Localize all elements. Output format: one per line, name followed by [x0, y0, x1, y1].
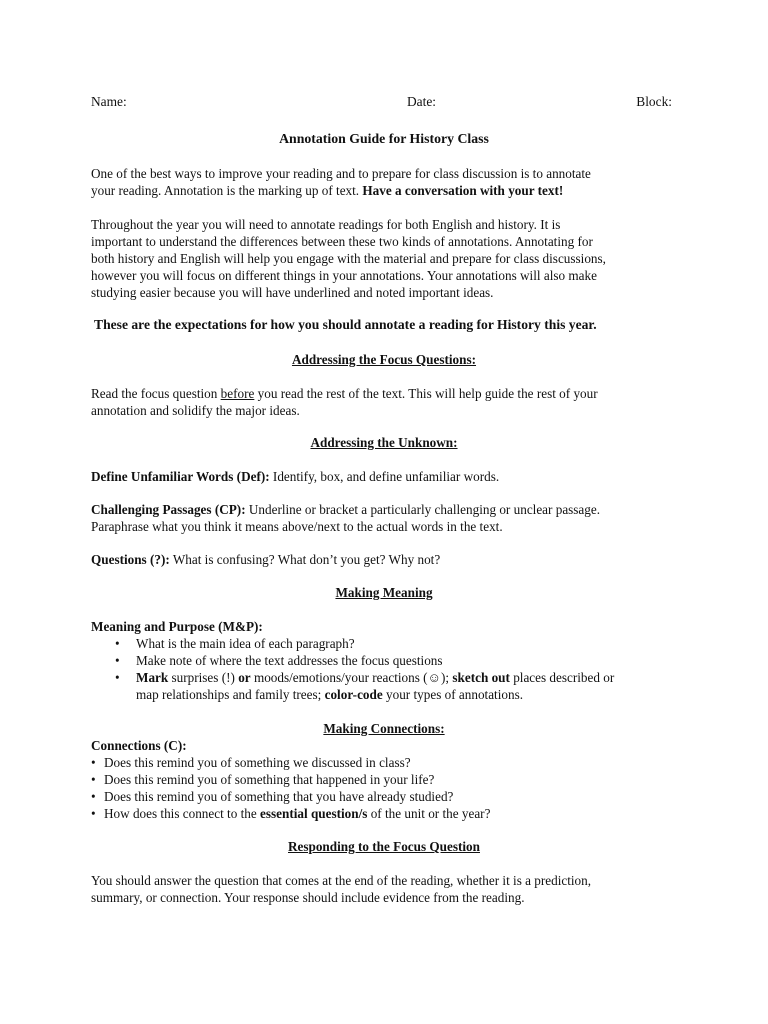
sketch-out-word: sketch out	[452, 670, 510, 685]
bullet-2: •	[115, 653, 120, 668]
color-code-word: color-code	[324, 687, 383, 702]
block-label: Block:	[636, 94, 672, 109]
bullet-1: •	[115, 636, 120, 651]
map-text: map relationships and family trees;	[136, 687, 325, 702]
conn-bullet-2: •	[91, 772, 96, 787]
connection-item-1: Does this remind you of something we discussed in class?	[104, 755, 411, 770]
conn-bullet-1: •	[91, 755, 96, 770]
surprises-text: surprises (!)	[168, 670, 239, 685]
date-label: Date:	[407, 94, 436, 109]
focus-text-a: Read the focus question	[91, 386, 221, 401]
para2-line-5: studying easier because you will have underlined and noted important ideas.	[91, 285, 494, 300]
mark-word: Mark	[136, 670, 169, 685]
conn-bullet-3: •	[91, 789, 96, 804]
intro-emphasis: Have a conversation with your text!	[362, 183, 564, 198]
making-meaning-heading: Making Meaning	[335, 585, 433, 600]
define-words-label: Define Unfamiliar Words (Def):	[91, 469, 270, 484]
document-title: Annotation Guide for History Class	[279, 131, 489, 146]
challenging-line-2: Paraphrase what you think it means above/next to the actual words in the text.	[91, 519, 503, 534]
questions-label: Questions (?):	[91, 552, 170, 567]
intro-text: your reading. Annotation is the marking up of text.	[91, 183, 363, 198]
focus-text-c: you read the rest of the text. This will help guide the rest of your	[254, 386, 598, 401]
para2-line-2: important to understand the differences between these two kinds of annotations. Annotating for	[91, 234, 593, 249]
challenging-text: Underline or bracket a particularly challenging or unclear passage.	[245, 502, 601, 517]
or-word: or	[238, 670, 251, 685]
responding-line-1: You should answer the question that comes at the end of the reading, whether it is a prediction,	[91, 873, 592, 888]
conn-bullet-4: •	[91, 806, 96, 821]
close-paren: );	[441, 670, 453, 685]
challenging-line-1	[91, 502, 672, 519]
name-label: Name:	[91, 94, 127, 109]
para2-line-1: Throughout the year you will need to annotate readings for both English and history. It is	[91, 217, 561, 232]
responding-heading: Responding to the Focus Question	[288, 839, 480, 854]
expectations-statement: These are the expectations for how you should annotate a reading for History this year.	[94, 317, 597, 332]
focus-questions-heading: Addressing the Focus Questions:	[291, 352, 477, 367]
essential-question-word: essential question/s	[260, 806, 368, 821]
smiley-icon: ☺	[427, 670, 442, 685]
challenging-label: Challenging Passages (CP):	[91, 502, 246, 517]
types-text: your types of annotations.	[382, 687, 523, 702]
para2-line-3: both history and English will help you engage with the material and prepare for class discussions,	[91, 251, 606, 266]
responding-line-2: summary, or connection. Your response should include evidence from the reading.	[91, 890, 525, 905]
meaning-item-3	[136, 670, 672, 687]
connections-label: Connections (C):	[91, 738, 187, 753]
define-words-text: Identify, box, and define unfamiliar words.	[269, 469, 500, 484]
intro-line-2	[91, 183, 672, 200]
meaning-item-1: What is the main idea of each paragraph?	[136, 636, 355, 651]
connect-text: How does this connect to the	[104, 806, 261, 821]
questions-text: What is confusing? What don’t you get? Why not?	[169, 552, 441, 567]
unit-year-text: of the unit or the year?	[367, 806, 491, 821]
moods-text: moods/emotions/your reactions (	[250, 670, 428, 685]
connection-item-2: Does this remind you of something that happened in your life?	[104, 772, 435, 787]
meaning-item-2: Make note of where the text addresses the focus questions	[136, 653, 443, 668]
bullet-3: •	[115, 670, 120, 685]
meaning-purpose-label: Meaning and Purpose (M&P):	[91, 619, 263, 634]
places-text: places described or	[509, 670, 615, 685]
questions-line	[91, 552, 672, 569]
making-connections-heading: Making Connections:	[323, 721, 445, 736]
focus-line-1	[91, 386, 672, 403]
meaning-item-3-cont	[136, 687, 672, 704]
connection-item-4	[104, 806, 672, 823]
para2-line-4: however you will focus on different things in your annotations. Your annotations will also make	[91, 268, 597, 283]
define-words-line	[91, 469, 672, 486]
intro-line-1: One of the best ways to improve your reading and to prepare for class discussion is to annotate	[91, 166, 591, 181]
focus-line-2: annotation and solidify the major ideas.	[91, 403, 300, 418]
focus-before: before	[220, 386, 255, 401]
unknown-heading: Addressing the Unknown:	[310, 435, 458, 450]
connection-item-3: Does this remind you of something that you have already studied?	[104, 789, 454, 804]
